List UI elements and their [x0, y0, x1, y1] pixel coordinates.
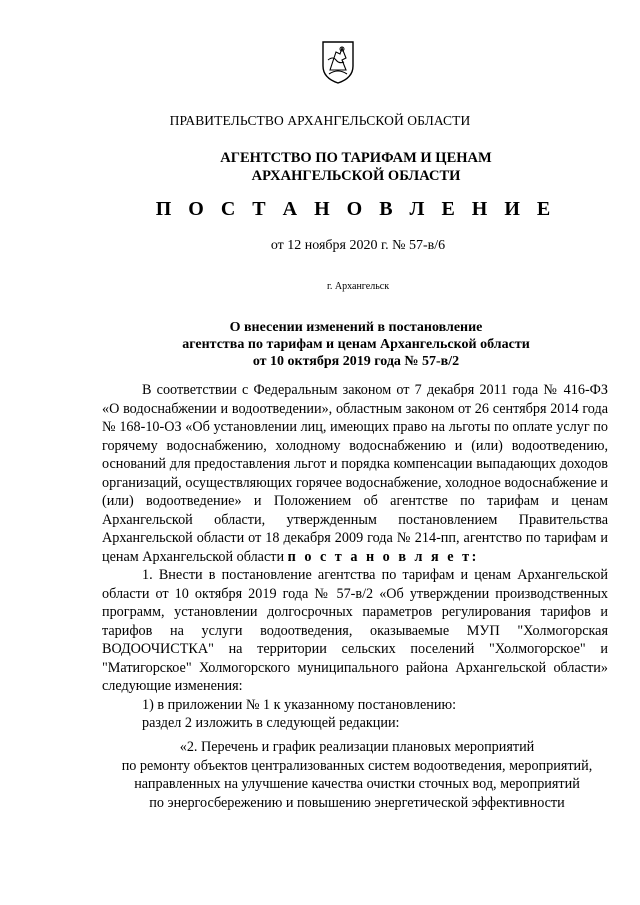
agency-line-1: АГЕНТСТВО ПО ТАРИФАМ И ЦЕНАМ	[220, 150, 492, 166]
subject-line-3: от 10 октября 2019 года № 57-в/2	[252, 354, 460, 369]
item-1-2-paragraph: раздел 2 изложить в следующей редакции:	[142, 715, 400, 731]
agency-name	[36, 149, 640, 185]
subject-line-2: агентства по тарифам и ценам Архангельской области	[182, 337, 530, 352]
document-subject	[36, 319, 640, 370]
item-1-1-paragraph: 1) в приложении № 1 к указанному постановлению:	[142, 696, 457, 713]
preamble-text: В соответствии с Федеральным законом от 7 декабря 2011 года № 416-ФЗ «О водоснабжении и водоотведении», областным законом от 26 сентября 2014 года № 168-10-ОЗ «Об установлении лиц, имеющих право на льготы по оплате услуг по горячему водоснабжению, холодному водоснабжению и (или) водоотведению, оснований для предоставления льгот и порядка компенсации выпадающих доходов организаций, осуществляющих горячее водоснабжение, холодное водоснабжение и (или) водоотведение» и Положением об агентстве по тарифам и ценам Архангельской области, утвержденным постановлением Правительства Архангельской области от 18 декабря 2009 года № 214-пп, агентство по тарифам и ценам Архангельской области	[102, 382, 608, 565]
document-date-number: от 12 ноября 2020 г. № 57-в/6	[270, 238, 446, 253]
document-type: П О С Т А Н О В Л Е Н И Е	[155, 198, 557, 220]
document-body	[102, 381, 608, 733]
section-line-4: по энергосбережению и повышению энергетической эффективности	[149, 794, 565, 811]
subject-line-1: О внесении изменений в постановление	[229, 320, 483, 335]
item-1-paragraph: 1. Внести в постановление агентства по тарифам и ценам Архангельской области от 10 октября 2019 года № 57-в/2 «Об утверждении производственных программ, установлении долгосрочных параметров регулирования тарифов и тарифов на услуги водоотведения, оказываемые МУП "Холмогорская ВОДООЧИСТКА" на территории сельских поселений "Холмогорское" и "Матигорское" Холмогорского муниципального района Архангельской области» следующие изменения:	[102, 567, 608, 694]
section-2-heading	[102, 738, 612, 812]
agency-line-2: АРХАНГЕЛЬСКОЙ ОБЛАСТИ	[251, 168, 461, 184]
section-line-3: направленных на улучшение качества очистки сточных вод, мероприятий	[134, 776, 580, 792]
document-city: г. Архангельск	[326, 281, 390, 292]
coat-of-arms-icon	[320, 40, 356, 84]
government-name: ПРАВИТЕЛЬСТВО АРХАНГЕЛЬСКОЙ ОБЛАСТИ	[169, 113, 471, 128]
preamble-paragraph	[102, 381, 608, 566]
section-line-1: «2. Перечень и график реализации плановых мероприятий	[179, 739, 535, 755]
section-line-2: по ремонту объектов централизованных систем водоотведения, мероприятий,	[121, 757, 593, 774]
resolves-text: п о с т а н о в л я е т:	[287, 548, 479, 565]
